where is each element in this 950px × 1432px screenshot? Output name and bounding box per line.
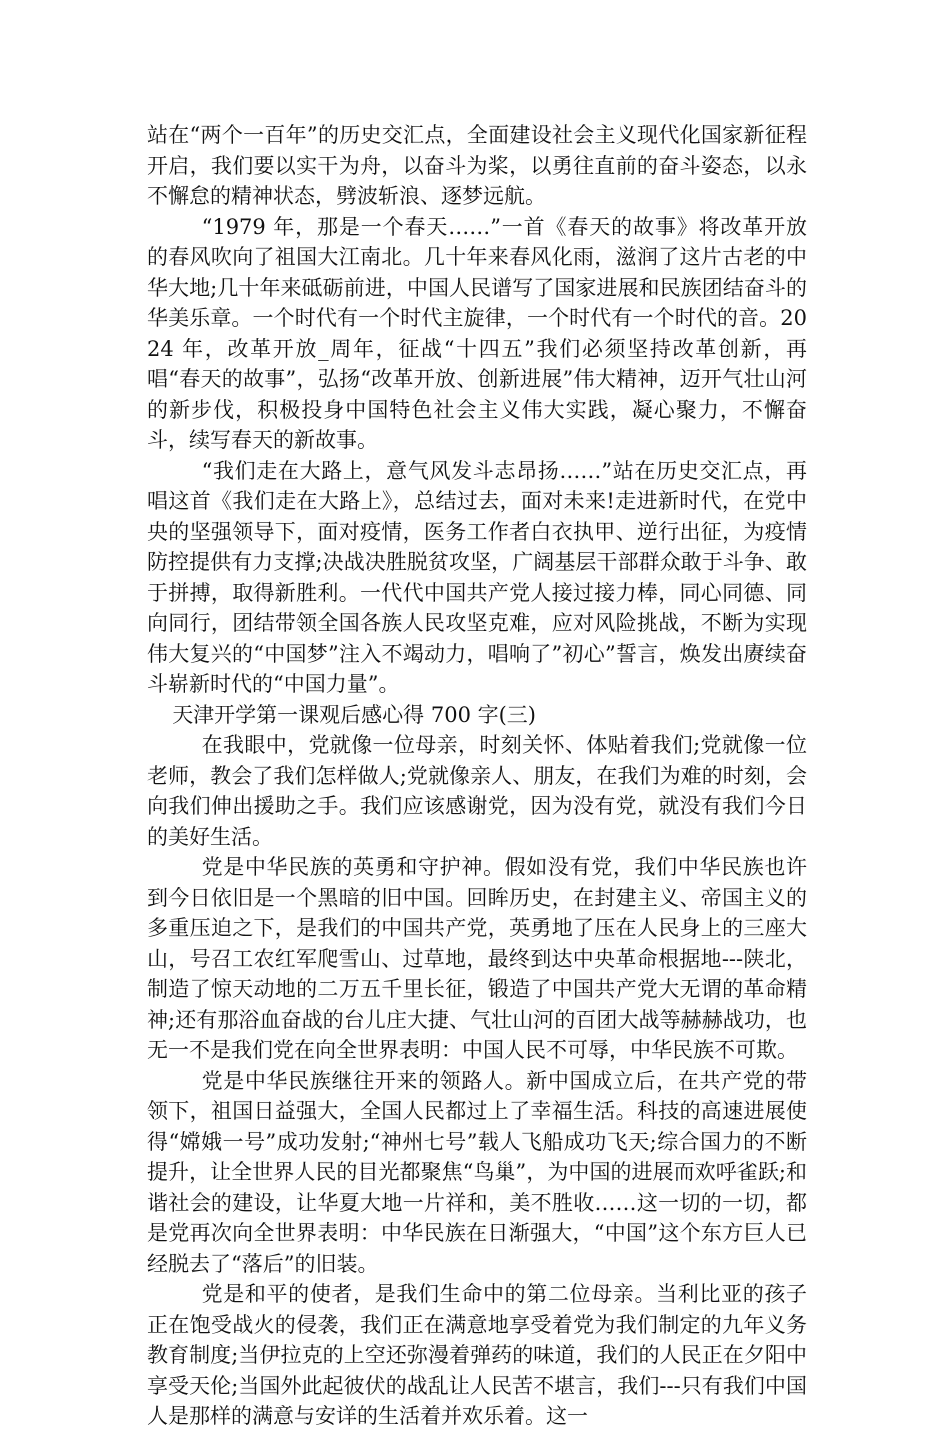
paragraph-6: 党是中华民族的英勇和守护神。假如没有党，我们中华民族也许到今日依旧是一个黑暗的旧中国。回眸历史，在封建主义、帝国主义的多重压迫之下，是我们的中国共产党，英勇地了压在人民身上的三座大山，号召工农红军爬雪山、过草地，最终到达中央革命根据地---陕北，制造了惊天动地的二万五千里长征，锻造了中国共产党大无谓的革命精神;还有那浴血奋战的台儿庄大捷、气壮山河的百团大战等赫赫战功，也无一不是我们党在向全世界表明：中国人民不可辱，中华民族不可欺。 <box>147 855 807 1062</box>
paragraph-8: 党是和平的使者，是我们生命中的第二位母亲。当利比亚的孩子正在饱受战火的侵袭，我们正在满意地享受着党为我们制定的九年义务教育制度;当伊拉克的上空还弥漫着弹药的味道，我们的人民正在夕阳中享受天伦;当国外此起彼伏的战乱让人民苦不堪言，我们---只有我们中国人是那样的满意与安详的生活着并欢乐着。这一 <box>147 1282 807 1428</box>
paragraph-1: 站在“两个一百年”的历史交汇点，全面建设社会主义现代化国家新征程开启，我们要以实干为舟，以奋斗为桨，以勇往直前的奋斗姿态，以永不懈怠的精神状态，劈波斩浪、逐梦远航。 <box>147 123 807 208</box>
paragraph-2: “1979 年，那是一个春天……”一首《春天的故事》将改革开放的春风吹向了祖国大江南北。几十年来春风化雨，滋润了这片古老的中华大地;几十年来砥砺前进，中国人民谱写了国家进展和民族团结奋斗的华美乐章。一个时代有一个时代主旋律，一个时代有一个时代的音。2024 年，改革开放_周年，征战“十四五”我们必须坚持改革创新，再唱“春天的故事”，弘扬“改革开放、创新进展”伟大精神，迈开气壮山河的新步伐，积极投身中国特色社会主义伟大实践，凝心聚力，不懈奋斗，续写春天的新故事。 <box>147 214 807 452</box>
paragraph-5: 在我眼中，党就像一位母亲，时刻关怀、体贴着我们;党就像一位老师，教会了我们怎样做人;党就像亲人、朋友，在我们为难的时刻，会向我们伸出援助之手。我们应该感谢党，因为没有党，就没有我们今日的美好生活。 <box>147 733 807 849</box>
document-body <box>147 120 807 1432</box>
section-heading: 天津开学第一课观后感心得 700 字(三) <box>172 702 537 727</box>
paragraph-7: 党是中华民族继往开来的领路人。新中国成立后，在共产党的带领下，祖国日益强大，全国人民都过上了幸福生活。科技的高速进展使得“嫦娥一号”成功发射;“神州七号”载人飞船成功飞天;综合国力的不断提升，让全世界人民的目光都聚焦“鸟巢”，为中国的进展而欢呼雀跃;和谐社会的建设，让华夏大地一片祥和，美不胜收……这一切的一切，都是党再次向全世界表明：中华民族在日渐强大，“中国”这个东方巨人已经脱去了“落后”的旧装。 <box>147 1068 807 1276</box>
paragraph-3: “我们走在大路上，意气风发斗志昂扬……”站在历史交汇点，再唱这首《我们走在大路上》，总结过去，面对未来!走进新时代，在党中央的坚强领导下，面对疫情，医务工作者白衣执甲、逆行出征，为疫情防控提供有力支撑;决战决胜脱贫攻坚，广阔基层干部群众敢于斗争、敢于拼搏，取得新胜利。一代代中国共产党人接过接力棒，同心同德、同向同行，团结带领全国各族人民攻坚克难，应对风险挑战，不断为实现伟大复兴的“中国梦”注入不竭动力，唱响了”初心”誓言，焕发出赓续奋斗崭新时代的“中国力量”。 <box>147 458 807 696</box>
